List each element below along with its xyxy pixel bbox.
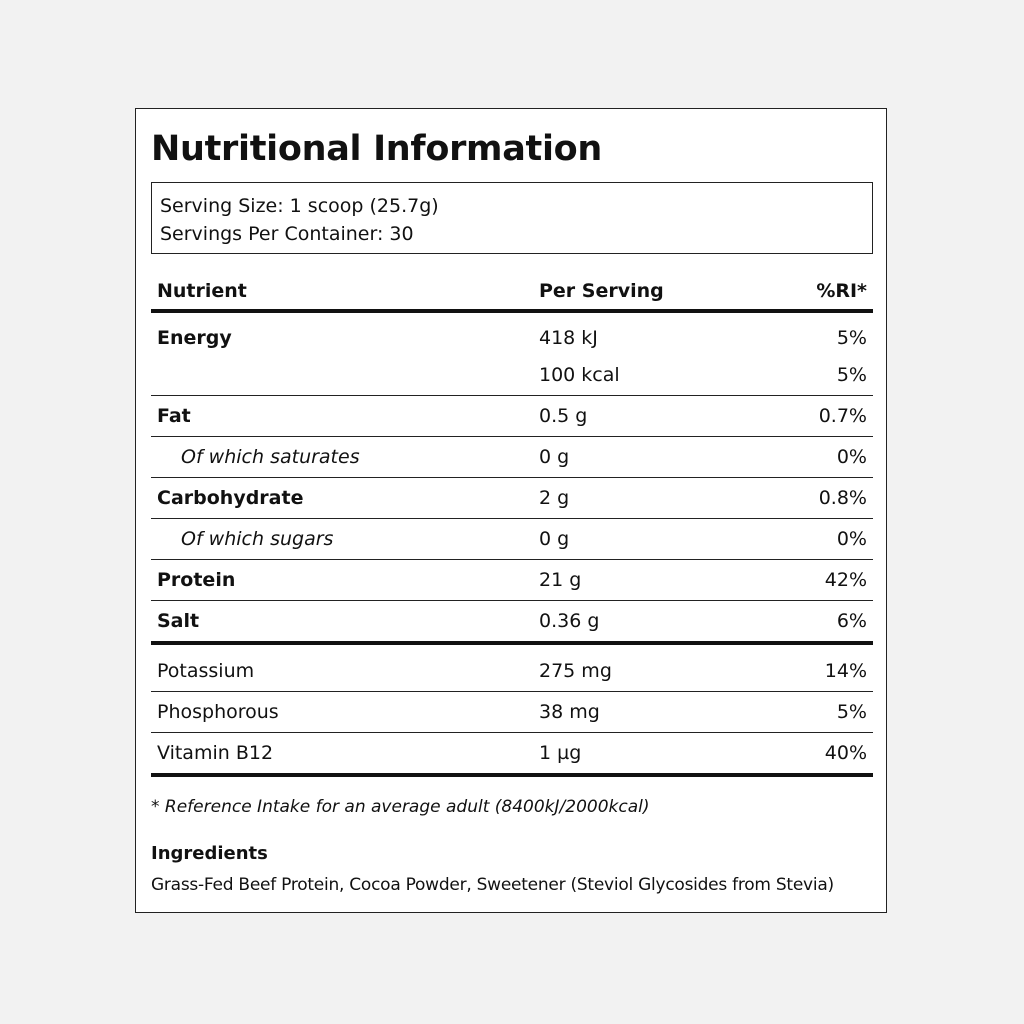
table-header-row [151, 269, 873, 311]
per-serving-value: 0 g [533, 519, 795, 560]
serving-size: Serving Size: 1 scoop (25.7g) [160, 195, 439, 217]
nutrient-name: Of which sugars [151, 519, 533, 560]
nutrient-name: Protein [151, 560, 533, 601]
ri-value: 0.7% [795, 396, 873, 437]
per-serving-value: 0.36 g [533, 601, 795, 644]
header-ri: %RI* [795, 269, 873, 311]
nutrient-name: Potassium [151, 643, 533, 692]
nutrition-label [135, 108, 887, 913]
nutrient-name: Of which saturates [151, 437, 533, 478]
header-nutrient: Nutrient [151, 269, 533, 311]
servings-per-container: Servings Per Container: 30 [160, 223, 414, 245]
table-row [151, 478, 873, 519]
per-serving-value: 1 µg [533, 733, 795, 776]
ri-value: 0% [795, 437, 873, 478]
ri-value: 14% [795, 643, 873, 692]
nutrition-table [151, 269, 873, 777]
per-serving-value: 0 g [533, 437, 795, 478]
nutrient-name: Vitamin B12 [151, 733, 533, 776]
table-row [151, 396, 873, 437]
ri-value: 40% [795, 733, 873, 776]
table-row [151, 733, 873, 776]
label-title: Nutritional Information [151, 129, 603, 169]
ingredients-list: Grass-Fed Beef Protein, Cocoa Powder, Sweetener (Steviol Glycosides from Stevia) [151, 875, 834, 895]
table-row [151, 355, 873, 396]
table-row [151, 311, 873, 355]
per-serving-value: 0.5 g [533, 396, 795, 437]
nutrient-name [151, 355, 533, 396]
per-serving-value: 38 mg [533, 692, 795, 733]
nutrient-name: Fat [151, 396, 533, 437]
ri-value: 5% [795, 692, 873, 733]
table-row [151, 692, 873, 733]
ri-value: 42% [795, 560, 873, 601]
table-row [151, 601, 873, 644]
reference-intake-footnote: * Reference Intake for an average adult (8400kJ/2000kcal) [151, 797, 650, 817]
table-row [151, 437, 873, 478]
ingredients-heading: Ingredients [151, 843, 268, 864]
serving-info-box [151, 182, 873, 254]
ri-value: 0% [795, 519, 873, 560]
ri-value: 0.8% [795, 478, 873, 519]
table-row [151, 560, 873, 601]
per-serving-value: 100 kcal [533, 355, 795, 396]
per-serving-value: 2 g [533, 478, 795, 519]
header-per-serving: Per Serving [533, 269, 795, 311]
ri-value: 5% [795, 355, 873, 396]
nutrient-name: Energy [157, 327, 232, 349]
nutrient-name: Salt [151, 601, 533, 644]
nutrient-name: Carbohydrate [151, 478, 533, 519]
table-row [151, 643, 873, 692]
per-serving-value: 21 g [533, 560, 795, 601]
nutrient-name: Phosphorous [151, 692, 533, 733]
ri-value: 5% [836, 327, 867, 349]
table-row [151, 519, 873, 560]
per-serving-value: 275 mg [533, 643, 795, 692]
ri-value: 6% [795, 601, 873, 644]
per-serving-value: 418 kJ [539, 327, 598, 349]
